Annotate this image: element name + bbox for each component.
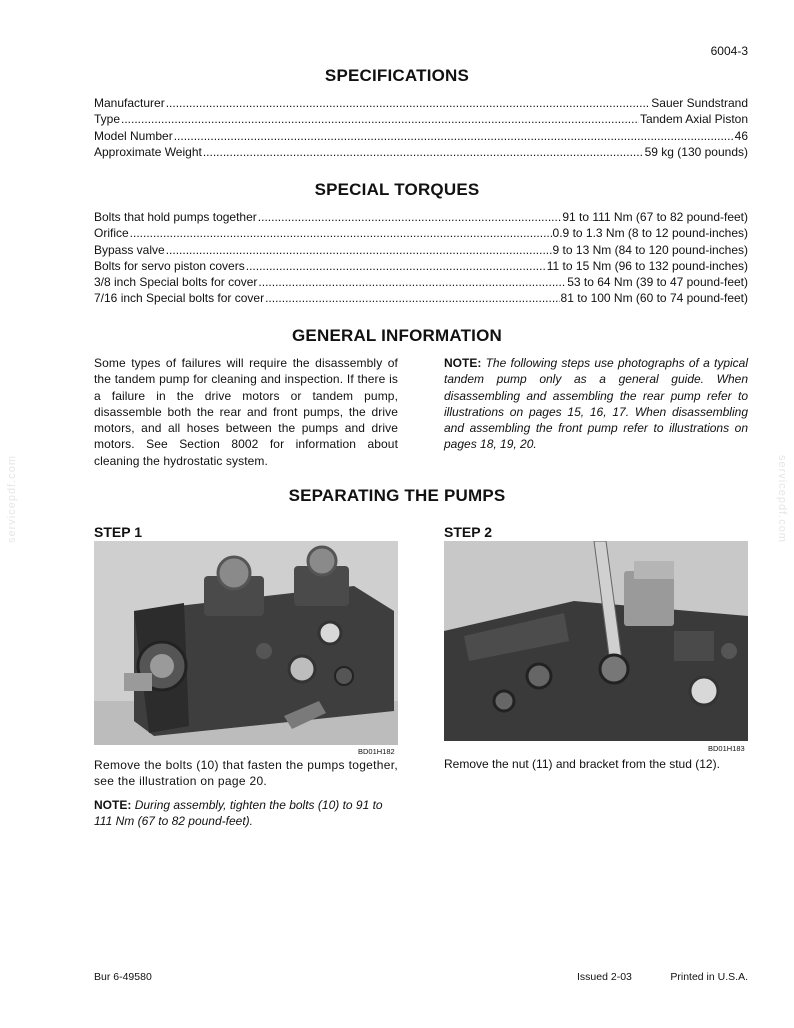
step-2-photo <box>444 541 748 741</box>
separating-pumps-heading: SEPARATING THE PUMPS <box>288 486 506 505</box>
torque-row <box>94 225 748 241</box>
note-text: During assembly, tighten the bolts (10) to 91 to 111 Nm (67 to 82 pound-feet). <box>94 798 383 829</box>
step-2-heading: STEP 2 <box>444 524 492 540</box>
torque-row <box>94 258 748 274</box>
leader-dots <box>246 258 546 274</box>
torque-row <box>94 290 748 306</box>
page-number: 6004-3 <box>710 44 748 58</box>
spec-row <box>94 144 748 160</box>
spec-label: Approximate Weight <box>94 144 202 159</box>
leader-dots <box>166 242 552 258</box>
torque-label: Bolts for servo piston covers <box>94 258 245 273</box>
step-1-text: Remove the bolts (10) that fasten the pumps together, see the illustration on page 20. <box>94 758 398 789</box>
note-label: NOTE: <box>444 356 482 370</box>
watermark-left: servicepdf.com <box>6 455 18 543</box>
spec-label: Type <box>94 112 121 127</box>
footer-printed: Printed in U.S.A. <box>670 971 748 983</box>
step-1-image-code: BD01H182 <box>358 747 395 756</box>
spec-row <box>94 111 748 127</box>
torque-value: 53 to 64 Nm (39 to 47 pound-feet) <box>567 275 748 290</box>
torque-value: 11 to 15 Nm (96 to 132 pound-inches) <box>546 258 748 273</box>
footer-doc-number: Bur 6-49580 <box>94 971 152 983</box>
pump-bracket-illustration <box>444 541 748 741</box>
spec-value: Tandem Axial Piston <box>639 112 748 127</box>
torque-label: 3/8 inch Special bolts for cover <box>94 275 258 290</box>
torque-label: Orifice <box>94 226 129 241</box>
watermark-right: servicepdf.com <box>776 455 788 543</box>
step-1-note <box>94 797 398 830</box>
leader-dots <box>174 128 734 144</box>
spec-value: 59 kg (130 pounds) <box>644 144 748 159</box>
special-torques-heading: SPECIAL TORQUES <box>314 180 480 199</box>
tandem-pump-illustration <box>94 541 398 745</box>
torque-label: Bypass valve <box>94 242 165 257</box>
torque-row <box>94 209 748 225</box>
torque-value: 91 to 111 Nm (67 to 82 pound-feet) <box>562 210 748 224</box>
spec-label: Manufacturer <box>94 96 165 110</box>
leader-dots <box>166 95 651 111</box>
torque-row <box>94 274 748 290</box>
torque-value: 9 to 13 Nm (84 to 120 pound-inches) <box>552 242 748 257</box>
torque-value: 0.9 to 1.3 Nm (8 to 12 pound-inches) <box>552 226 748 241</box>
step-1-photo <box>94 541 398 745</box>
step-1-heading: STEP 1 <box>94 524 142 540</box>
note-label: NOTE: <box>94 798 132 812</box>
spec-value: 46 <box>734 128 748 143</box>
spec-label: Model Number <box>94 128 173 143</box>
spec-row <box>94 128 748 144</box>
specifications-heading: SPECIFICATIONS <box>324 66 470 85</box>
torques-list <box>94 209 748 307</box>
general-information-text: Some types of failures will require the disassembly of the tandem pump for cleaning and inspection. If there is a failure in the drive motors or tandem pump, disassemble both the rear and front pumps, the drive motors, and all hoses between the pumps and drive motors. See Section 8002 for information about cleaning the hydrostatic system. <box>94 356 398 468</box>
torque-row <box>94 242 748 258</box>
step-2-image-code: BD01H183 <box>708 744 745 753</box>
leader-dots <box>265 290 559 306</box>
torque-label: Bolts that hold pumps together <box>94 210 257 224</box>
leader-dots <box>203 144 644 160</box>
note-text: The following steps use photographs of a typical tandem pump only as a general guide. When disassembling and assembling the rear pump refer to illustrations on pages 15, 16, 17. When disassembling and assembling the front pump refer to illustrations on pages 18, 19, 20. <box>444 356 748 452</box>
leader-dots <box>121 111 639 127</box>
general-information-heading: GENERAL INFORMATION <box>292 326 502 345</box>
torque-label: 7/16 inch Special bolts for cover <box>94 291 265 306</box>
footer-issued: Issued 2-03 <box>577 971 632 983</box>
step-2-text: Remove the nut (11) and bracket from the stud (12). <box>444 757 720 771</box>
leader-dots <box>258 209 562 225</box>
specifications-list <box>94 95 748 160</box>
leader-dots <box>258 274 566 290</box>
general-information-note <box>444 355 748 453</box>
spec-value: Sauer Sundstrand <box>651 96 748 110</box>
torque-value: 81 to 100 Nm (60 to 74 pound-feet) <box>560 291 748 306</box>
leader-dots <box>130 225 552 241</box>
spec-row <box>94 95 748 111</box>
